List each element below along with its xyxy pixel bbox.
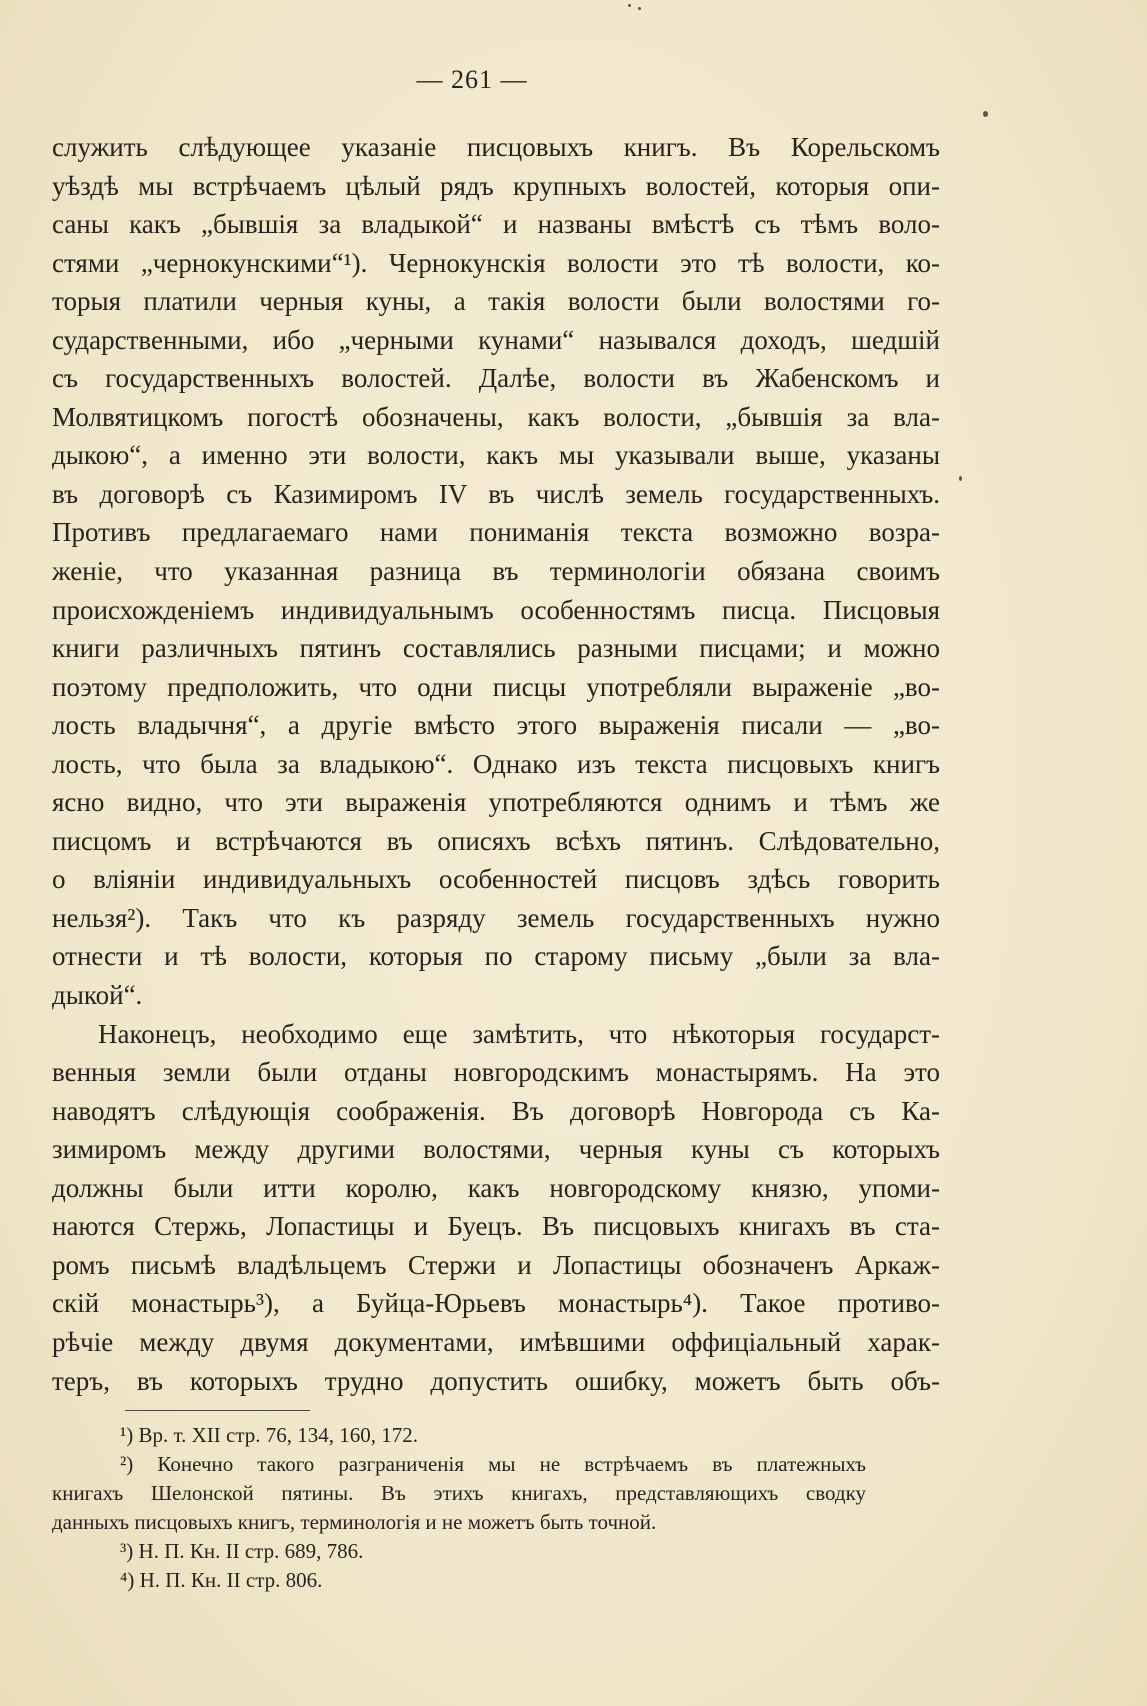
- text-line: дыкой“.: [52, 980, 143, 1011]
- text-line: служить слѣдующее указаніе писцовыхъ книгъ. Въ Корельскомъ: [52, 132, 940, 162]
- ink-speck: [638, 7, 641, 10]
- text-line: сударственными, ибо „черными кунами“ назывался доходъ, шедшій: [52, 324, 940, 355]
- footnote-line: данныхъ писцовыхъ книгъ, терминологія и не можетъ быть точной.: [52, 1510, 657, 1534]
- text-line: женіе, что указанная разница въ терминологіи обязана своимъ: [52, 556, 940, 587]
- text-line: дыкою“, а именно эти волости, какъ мы указывали выше, указаны: [52, 440, 940, 471]
- text-line: нельзя²). Такъ что къ разряду земель государственныхъ нужно: [52, 902, 940, 933]
- ink-speck: [959, 476, 962, 481]
- text-line: венныя земли были отданы новгородскимъ монастырямъ. На это: [52, 1057, 940, 1088]
- text-line: саны какъ „бывшія за владыкой“ и названы вмѣстѣ съ тѣмъ воло-: [52, 209, 940, 240]
- text-line: книги различныхъ пятинъ составлялись разными писцами; и можно: [52, 633, 940, 664]
- text-line: ромъ письмѣ владѣльцемъ Стержи и Лопастицы обозначенъ Аркаж-: [52, 1249, 940, 1280]
- text-line: уѣздѣ мы встрѣчаемъ цѣлый рядъ крупныхъ волостей, которыя опи-: [52, 170, 940, 201]
- footnote-line: ³) Н. П. Кн. II стр. 689, 786.: [120, 1539, 364, 1563]
- footnote-1: [52, 1421, 866, 1450]
- footnote-line: ⁴) Н. П. Кн. II стр. 806.: [120, 1568, 323, 1592]
- main-text: [52, 128, 940, 1400]
- text-line: должны были итти королю, какъ новгородскому князю, упоми-: [52, 1172, 940, 1203]
- footnote-2: [52, 1450, 866, 1537]
- paragraph: [52, 1015, 940, 1400]
- text-line: скій монастырь³), а Буйца-Юрьевъ монастырь⁴). Такое противо-: [52, 1288, 940, 1319]
- text-line: съ государственныхъ волостей. Далѣе, волости въ Жабенскомъ и: [52, 363, 940, 394]
- footnote-line: ¹) Вр. т. XII стр. 76, 134, 160, 172.: [120, 1423, 419, 1447]
- text-line: ясно видно, что эти выраженія употребляются однимъ и тѣмъ же: [52, 787, 940, 818]
- paragraph: [52, 128, 940, 1015]
- ink-speck: [983, 111, 988, 117]
- footnote-line: книгахъ Шелонской пятины. Въ этихъ книгахъ, представляющихъ сводку: [52, 1481, 866, 1505]
- text-line: зимиромъ между другими волостями, черныя куны съ которыхъ: [52, 1134, 940, 1165]
- text-line: о вліяніи индивидуальныхъ особенностей писцовъ здѣсь говорить: [52, 864, 940, 895]
- text-line: торыя платили черныя куны, а такія волости были волостями го-: [52, 286, 940, 317]
- footnote-4: [52, 1566, 866, 1595]
- text-line: Противъ предлагаемаго нами пониманія текста возможно возра-: [52, 517, 940, 548]
- text-line: наводятъ слѣдующія соображенія. Въ договорѣ Новгорода съ Ка-: [52, 1095, 940, 1126]
- page-number: — 261 —: [416, 65, 528, 94]
- footnote-3: [52, 1537, 866, 1566]
- text-line: лость владычня“, а другіе вмѣсто этого выраженія писали — „во-: [52, 710, 940, 741]
- footnote-separator: [125, 1410, 310, 1411]
- text-line: лость, что была за владыкою“. Однако изъ текста писцовыхъ книгъ: [52, 748, 940, 779]
- text-line: Молвятицкомъ погостѣ обозначены, какъ волости, „бывшія за вла-: [52, 401, 940, 432]
- text-line: происхожденіемъ индивидуальнымъ особенностямъ писца. Писцовыя: [52, 594, 940, 625]
- text-line: въ договорѣ съ Казимиромъ IV въ числѣ земель государственныхъ.: [52, 478, 940, 509]
- footnotes: [52, 1421, 866, 1595]
- text-line: отнести и тѣ волости, которыя по старому письму „были за вла-: [52, 941, 940, 972]
- text-line: поэтому предположить, что одни писцы употребляли выраженіе „во-: [52, 671, 940, 702]
- ink-speck: [628, 4, 631, 7]
- text-line: рѣчіе между двумя документами, имѣвшими оффиціальный харак-: [52, 1326, 940, 1357]
- text-line: стями „чернокунскими“¹). Чернокунскія волости это тѣ волости, ко-: [52, 247, 940, 278]
- text-line: теръ, въ которыхъ трудно допустить ошибку, можетъ быть объ-: [52, 1365, 940, 1396]
- text-line: наются Стержь, Лопастицы и Буецъ. Въ писцовыхъ книгахъ въ ста-: [52, 1211, 940, 1242]
- text-line: писцомъ и встрѣчаются въ описяхъ всѣхъ пятинъ. Слѣдовательно,: [52, 825, 940, 856]
- text-line: Наконецъ, необходимо еще замѣтить, что нѣкоторыя государст-: [98, 1018, 940, 1049]
- footnote-line: ²) Конечно такого разграниченія мы не встрѣчаемъ въ платежныхъ: [120, 1452, 866, 1476]
